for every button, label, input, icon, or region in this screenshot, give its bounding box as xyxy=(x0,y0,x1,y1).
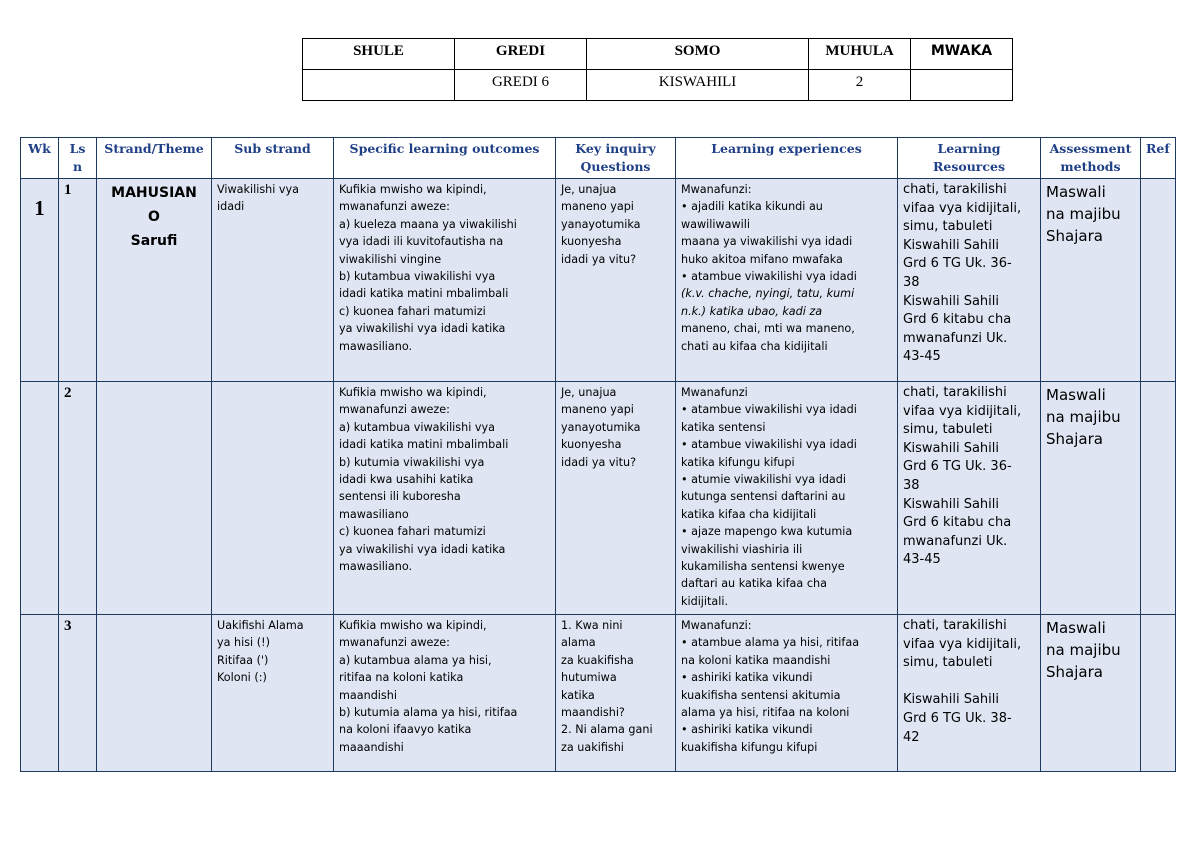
outcomes-line: maandishi xyxy=(339,688,397,702)
inquiry-line: hutumiwa xyxy=(561,671,617,685)
cover-header-mwaka: MWAKA xyxy=(911,39,1013,70)
header-wk: Wk xyxy=(21,138,59,179)
inquiry-line: katika xyxy=(561,688,595,702)
outcomes-line: ritifaa na koloni katika xyxy=(339,671,464,685)
resources-line: mwanafunzi Uk. xyxy=(903,330,1008,346)
outcomes-line: idadi kwa usahihi katika xyxy=(339,473,474,487)
outcomes-line: Kufikia mwisho wa kipindi, xyxy=(339,619,487,632)
outcomes-line: vya idadi ili kuvitofautisha na xyxy=(339,235,504,249)
header-outcomes: Specific learning outcomes xyxy=(334,138,556,179)
header-lesson-line2: n xyxy=(72,159,83,174)
cell-assessment xyxy=(1041,615,1141,772)
strand-line: Sarufi xyxy=(130,233,178,249)
cell-ln: 1 xyxy=(59,179,97,382)
cover-table xyxy=(302,38,1013,101)
experiences-line: na koloni katika maandishi xyxy=(681,653,831,667)
resources-line: Kiswahili Sahili xyxy=(903,293,1000,309)
table-header-row xyxy=(21,138,1176,179)
resources-line: chati, tarakilishi xyxy=(903,618,1007,633)
substrand-line: Viwakilishi vya xyxy=(217,183,300,196)
experiences-line: kutunga sentensi daftarini au xyxy=(681,490,846,504)
outcomes-line: a) kutambua viwakilishi vya xyxy=(339,420,495,434)
header-ref: Ref xyxy=(1141,138,1176,179)
resources-line: Kiswahili Sahili xyxy=(903,692,1000,708)
outcomes-line: ya viwakilishi vya idadi katika xyxy=(339,542,506,556)
outcomes-line: c) kuonea fahari matumizi xyxy=(339,304,486,318)
outcomes-line: mawasiliano. xyxy=(339,339,413,353)
cell-inquiry xyxy=(556,179,676,382)
resources-line: 42 xyxy=(903,729,920,745)
outcomes-line: mawasiliano xyxy=(339,507,409,521)
experiences-line: viwakilishi viashiria ili xyxy=(681,542,803,556)
resources-line: vifaa vya kidijitali, xyxy=(903,200,1022,216)
resources-line: chati, tarakilishi xyxy=(903,385,1007,400)
inquiry-line: za kuakifisha xyxy=(561,653,634,667)
outcomes-line: b) kutumia alama ya hisi, ritifaa xyxy=(339,706,518,720)
substrand-line: Uakifishi Alama xyxy=(217,619,304,632)
substrand-line: Ritifaa (') xyxy=(217,653,269,667)
inquiry-line: kuonyesha xyxy=(561,235,622,249)
inquiry-line: maandishi? xyxy=(561,706,625,720)
resources-line: 38 xyxy=(903,477,920,493)
table-row xyxy=(21,615,1176,772)
cell-resources xyxy=(898,382,1041,615)
experiences-line: • atambue viwakilishi vya idadi xyxy=(681,438,857,452)
cell-inquiry xyxy=(556,382,676,615)
experiences-line: katika kifungu kifupi xyxy=(681,455,795,469)
table-row xyxy=(21,382,1176,615)
inquiry-line: maneno yapi xyxy=(561,200,634,214)
cell-wk xyxy=(21,382,59,615)
scheme-of-work-table xyxy=(20,137,1176,772)
header-assessment-line2: methods xyxy=(1060,159,1121,174)
experiences-line: chati au kifaa cha kidijitali xyxy=(681,339,828,353)
experiences-line: • ashiriki katika vikundi xyxy=(681,723,813,737)
assessment-line: na majibu xyxy=(1046,205,1121,223)
inquiry-line: maneno yapi xyxy=(561,403,634,417)
experiences-line: • ajadili katika kikundi au xyxy=(681,200,823,214)
resources-line: simu, tabuleti xyxy=(903,219,993,235)
resources-line: simu, tabuleti xyxy=(903,655,993,671)
cell-substrand xyxy=(212,615,334,772)
cell-ref xyxy=(1141,179,1176,382)
inquiry-line: alama xyxy=(561,636,596,650)
resources-line: 43-45 xyxy=(903,349,941,365)
cell-ref xyxy=(1141,615,1176,772)
outcomes-line: na koloni ifaavyo katika xyxy=(339,723,472,737)
assessment-line: Shajara xyxy=(1046,663,1103,681)
assessment-line: Maswali xyxy=(1046,183,1106,201)
experiences-line: daftari au katika kifaa cha xyxy=(681,577,827,591)
header-inquiry-line2: Questions xyxy=(580,159,651,174)
resources-line: mwanafunzi Uk. xyxy=(903,533,1008,549)
assessment-line: na majibu xyxy=(1046,408,1121,426)
experiences-line: • atambue viwakilishi vya idadi xyxy=(681,270,857,284)
substrand-line: idadi xyxy=(217,200,245,214)
cover-value-row xyxy=(303,70,1013,101)
inquiry-line: yanayotumika xyxy=(561,217,641,231)
experiences-line: • atumie viwakilishi vya idadi xyxy=(681,473,846,487)
substrand-line: Koloni (:) xyxy=(217,671,267,685)
experiences-line: kukamilisha sentensi kwenye xyxy=(681,560,845,574)
resources-line: 43-45 xyxy=(903,552,941,568)
cell-strand xyxy=(97,615,212,772)
experiences-line: huko akitoa mifano mwafaka xyxy=(681,252,843,266)
experiences-line: wawiliwawili xyxy=(681,217,750,231)
outcomes-line: viwakilishi vingine xyxy=(339,252,442,266)
assessment-line: Maswali xyxy=(1046,619,1106,637)
cover-value-somo: KISWAHILI xyxy=(587,70,809,101)
experiences-line: kidijitali. xyxy=(681,594,729,608)
header-inquiry-line1: Key inquiry xyxy=(575,141,656,156)
cell-inquiry xyxy=(556,615,676,772)
cell-assessment xyxy=(1041,382,1141,615)
experiences-line: maneno, chai, mti wa maneno, xyxy=(681,322,855,336)
header-lesson xyxy=(59,138,97,179)
cover-header-somo: SOMO xyxy=(587,39,809,70)
inquiry-line: 1. Kwa nini xyxy=(561,619,623,632)
outcomes-line: sentensi ili kuboresha xyxy=(339,490,461,504)
outcomes-line: mwanafunzi aweze: xyxy=(339,403,450,417)
cell-wk: 1 xyxy=(21,179,59,382)
experiences-line: Mwanafunzi: xyxy=(681,183,752,196)
header-experiences: Learning experiences xyxy=(676,138,898,179)
experiences-line: kuakifisha sentensi akitumia xyxy=(681,688,841,702)
experiences-line: n.k.) katika ubao, kadi za xyxy=(681,304,823,318)
header-assessment-line1: Assessment xyxy=(1049,141,1132,156)
cover-header-shule: SHULE xyxy=(303,39,455,70)
resources-line: Kiswahili Sahili xyxy=(903,237,1000,253)
outcomes-line: ya viwakilishi vya idadi katika xyxy=(339,322,506,336)
outcomes-line: maaandishi xyxy=(339,740,404,754)
resources-line: Grd 6 kitabu cha xyxy=(903,312,1012,328)
outcomes-line: a) kueleza maana ya viwakilishi xyxy=(339,217,517,231)
outcomes-line: mwanafunzi aweze: xyxy=(339,200,450,214)
header-strand: Strand/Theme xyxy=(97,138,212,179)
resources-line: Grd 6 TG Uk. 38- xyxy=(903,710,1012,726)
resources-line xyxy=(903,673,1035,692)
resources-line: 38 xyxy=(903,274,920,290)
cell-ref xyxy=(1141,382,1176,615)
outcomes-line: c) kuonea fahari matumizi xyxy=(339,525,486,539)
cell-substrand xyxy=(212,382,334,615)
cell-resources xyxy=(898,179,1041,382)
outcomes-line: Kufikia mwisho wa kipindi, xyxy=(339,386,487,399)
inquiry-line: Je, unajua xyxy=(561,386,617,399)
cell-strand xyxy=(97,179,212,382)
inquiry-line: idadi ya vitu? xyxy=(561,455,637,469)
inquiry-line: za uakifishi xyxy=(561,740,624,754)
inquiry-line: Je, unajua xyxy=(561,183,617,196)
cell-outcomes xyxy=(334,382,556,615)
outcomes-line: a) kutambua alama ya hisi, xyxy=(339,653,492,667)
experiences-line: • atambue viwakilishi vya idadi xyxy=(681,403,857,417)
resources-line: vifaa vya kidijitali, xyxy=(903,403,1022,419)
experiences-line: • ashiriki katika vikundi xyxy=(681,671,813,685)
outcomes-line: b) kutambua viwakilishi vya xyxy=(339,270,496,284)
cover-value-gredi: GREDI 6 xyxy=(455,70,587,101)
cover-value-muhula: 2 xyxy=(809,70,911,101)
header-assessment xyxy=(1041,138,1141,179)
outcomes-line: b) kutumia viwakilishi vya xyxy=(339,455,485,469)
inquiry-line: kuonyesha xyxy=(561,438,622,452)
experiences-line: kuakifisha kifungu kifupi xyxy=(681,740,818,754)
outcomes-line: idadi katika matini mbalimbali xyxy=(339,287,509,301)
header-resources: Learning Resources xyxy=(898,138,1041,179)
strand-line: O xyxy=(148,209,160,225)
assessment-line: Shajara xyxy=(1046,227,1103,245)
experiences-line: maana ya viwakilishi vya idadi xyxy=(681,235,853,249)
cell-substrand xyxy=(212,179,334,382)
inquiry-line: idadi ya vitu? xyxy=(561,252,637,266)
cover-header-row xyxy=(303,39,1013,70)
resources-line: Grd 6 kitabu cha xyxy=(903,515,1012,531)
table-body xyxy=(21,179,1176,772)
inquiry-line: 2. Ni alama gani xyxy=(561,723,653,737)
experiences-line: katika sentensi xyxy=(681,420,766,434)
experiences-line: Mwanafunzi xyxy=(681,386,748,399)
resources-line: Kiswahili Sahili xyxy=(903,496,1000,512)
cell-wk xyxy=(21,615,59,772)
header-lesson-line1: Ls xyxy=(69,141,86,156)
cell-resources xyxy=(898,615,1041,772)
cell-experiences xyxy=(676,615,898,772)
resources-line: vifaa vya kidijitali, xyxy=(903,636,1022,652)
assessment-line: Maswali xyxy=(1046,386,1106,404)
outcomes-line: Kufikia mwisho wa kipindi, xyxy=(339,183,487,196)
cell-strand xyxy=(97,382,212,615)
resources-line: chati, tarakilishi xyxy=(903,182,1007,197)
strand-line: MAHUSIAN xyxy=(111,185,197,201)
cell-experiences xyxy=(676,382,898,615)
experiences-line: (k.v. chache, nyingi, tatu, kumi xyxy=(681,287,855,301)
cell-outcomes xyxy=(334,179,556,382)
cell-outcomes xyxy=(334,615,556,772)
cover-value-shule xyxy=(303,70,455,101)
header-substrand: Sub strand xyxy=(212,138,334,179)
experiences-line: katika kifaa cha kidijitali xyxy=(681,507,817,521)
resources-line: Grd 6 TG Uk. 36- xyxy=(903,459,1012,475)
cell-ln: 3 xyxy=(59,615,97,772)
outcomes-line: mawasiliano. xyxy=(339,560,413,574)
assessment-line: na majibu xyxy=(1046,641,1121,659)
resources-line: Grd 6 TG Uk. 36- xyxy=(903,256,1012,272)
cell-ln: 2 xyxy=(59,382,97,615)
resources-line: Kiswahili Sahili xyxy=(903,440,1000,456)
table-row xyxy=(21,179,1176,382)
inquiry-line: yanayotumika xyxy=(561,420,641,434)
cover-header-muhula: MUHULA xyxy=(809,39,911,70)
cover-header-gredi: GREDI xyxy=(455,39,587,70)
experiences-line: • atambue alama ya hisi, ritifaa xyxy=(681,636,860,650)
substrand-line: ya hisi (!) xyxy=(217,636,270,650)
resources-line: simu, tabuleti xyxy=(903,422,993,438)
header-inquiry xyxy=(556,138,676,179)
cell-experiences xyxy=(676,179,898,382)
experiences-line: • ajaze mapengo kwa kutumia xyxy=(681,525,853,539)
cell-assessment xyxy=(1041,179,1141,382)
outcomes-line: mwanafunzi aweze: xyxy=(339,636,450,650)
outcomes-line: idadi katika matini mbalimbali xyxy=(339,438,509,452)
experiences-line: alama ya hisi, ritifaa na koloni xyxy=(681,706,850,720)
cover-value-mwaka xyxy=(911,70,1013,101)
assessment-line: Shajara xyxy=(1046,430,1103,448)
experiences-line: Mwanafunzi: xyxy=(681,619,752,632)
